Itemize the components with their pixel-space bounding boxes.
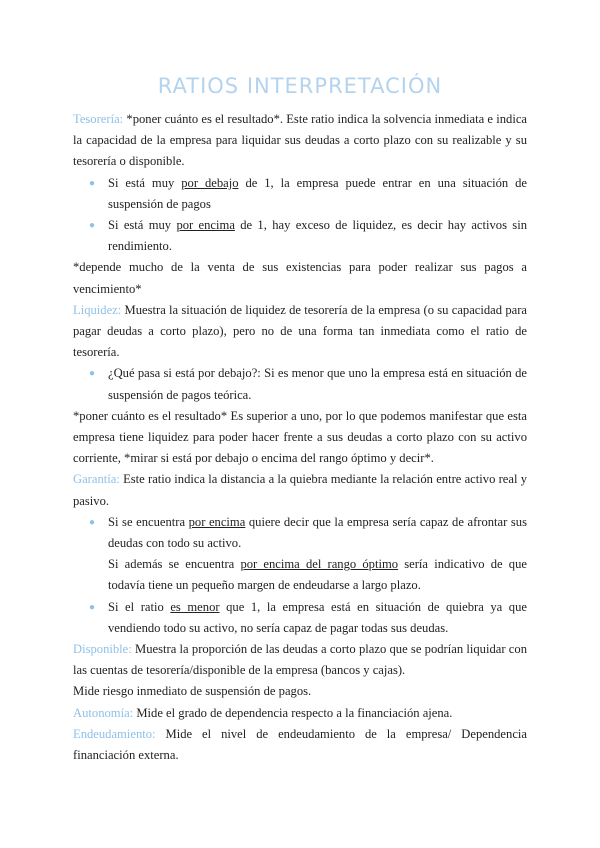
underlined-text: por encima bbox=[176, 218, 235, 233]
autonomia-paragraph bbox=[73, 703, 527, 724]
list-item bbox=[73, 512, 527, 554]
disponible-label: Disponible: bbox=[73, 642, 132, 657]
garantia-list-2 bbox=[73, 597, 527, 639]
text: quiere decir que la empresa sería capaz de afrontar sus deudas con todo su activo. bbox=[108, 514, 527, 551]
bullet-dot-icon: ● bbox=[89, 601, 96, 613]
disponible-paragraph bbox=[73, 639, 527, 681]
list-item bbox=[73, 363, 527, 405]
liquidez-note: *poner cuánto es el resultado* Es superior a uno, por lo que podemos manifestar que esta empresa tiene liquidez para poder hacer frente a sus deudas a corto plazo con su activo corriente, *mirar si está por debajo o encima del rango óptimo y decir*. bbox=[73, 408, 527, 466]
text: que 1, la empresa está en situación de quiebra ya que vendiendo todo su activo, no sería capaz de pagar todas sus deudas. bbox=[108, 599, 527, 635]
text: Si el ratio bbox=[108, 599, 171, 614]
list-sub-paragraph bbox=[73, 554, 527, 596]
tesoreria-text: *poner cuánto es el resultado*. Este ratio indica la solvencia inmediata e indica la capacidad de la empresa para liquidar sus deudas a corto plazo con su realizable y su tesorería o disponible. bbox=[73, 112, 527, 169]
underlined-text: por encima del rango óptimo bbox=[240, 557, 399, 572]
liquidez-label: Liquidez: bbox=[73, 302, 122, 317]
liquidez-paragraph bbox=[73, 300, 527, 364]
underlined-text: por encima bbox=[188, 514, 246, 529]
text: de 1, la empresa puede entrar en una situación de suspensión de pagos bbox=[108, 175, 527, 211]
text: Si además se encuentra bbox=[108, 557, 241, 572]
garantia-label: Garantía: bbox=[73, 472, 120, 487]
autonomia-text: Mide el grado de dependencia respecto a la financiación ajena. bbox=[133, 705, 453, 720]
disponible-note: Mide riesgo inmediato de suspensión de pagos. bbox=[73, 684, 312, 699]
tesoreria-list bbox=[73, 173, 527, 258]
endeudamiento-paragraph bbox=[73, 724, 527, 766]
garantia-list bbox=[73, 512, 527, 554]
garantia-paragraph bbox=[73, 469, 527, 511]
bullet-dot-icon: ● bbox=[89, 368, 96, 380]
bullet-dot-icon: ● bbox=[89, 177, 96, 189]
tesoreria-label: Tesorería: bbox=[73, 112, 124, 126]
list-item bbox=[73, 173, 527, 215]
text: sería indicativo de que todavía tiene un pequeño margen de endeudarse a largo plazo. bbox=[108, 557, 527, 593]
endeudamiento-label: Endeudamiento: bbox=[73, 726, 156, 741]
text: ¿Qué pasa si está por debajo?: Si es menor que uno la empresa está en situación de suspensión de pagos teórica. bbox=[108, 366, 527, 402]
underlined-text: es menor bbox=[170, 599, 220, 614]
list-item bbox=[73, 215, 527, 257]
liquidez-list bbox=[73, 363, 527, 405]
bullet-dot-icon: ● bbox=[89, 220, 96, 232]
disponible-text: Muestra la proporción de las deudas a corto plazo que se podrían liquidar con las cuentas de tesorería/disponible de la empresa (bancos y cajas). bbox=[73, 642, 527, 678]
endeudamiento-text: Mide el nivel de endeudamiento de la empresa/ Dependencia financiación externa. bbox=[73, 726, 527, 763]
document-body bbox=[73, 109, 527, 766]
underlined-text: por debajo bbox=[181, 175, 239, 190]
text: de 1, hay exceso de liquidez, es decir hay activos sin rendimiento. bbox=[108, 218, 527, 254]
autonomia-label: Autonomía: bbox=[73, 705, 134, 720]
page-title: RATIOS INTERPRETACIÓN bbox=[157, 74, 443, 98]
text: Si está muy bbox=[108, 175, 182, 190]
text: Si está muy bbox=[108, 218, 177, 233]
list-item bbox=[73, 597, 527, 639]
tesoreria-paragraph bbox=[73, 109, 527, 173]
tesoreria-note: *depende mucho de la venta de sus existencias para poder realizar sus pagos a vencimiento* bbox=[73, 260, 527, 296]
garantia-text: Este ratio indica la distancia a la quiebra mediante la relación entre activo real y pasivo. bbox=[73, 472, 527, 508]
text: Si se encuentra bbox=[108, 514, 189, 529]
liquidez-text: Muestra la situación de liquidez de tesorería de la empresa (o su capacidad para pagar deudas a corto plazo), pero no de una forma tan inmediata como el ratio de tesorería. bbox=[73, 302, 527, 360]
bullet-dot-icon: ● bbox=[89, 516, 96, 528]
